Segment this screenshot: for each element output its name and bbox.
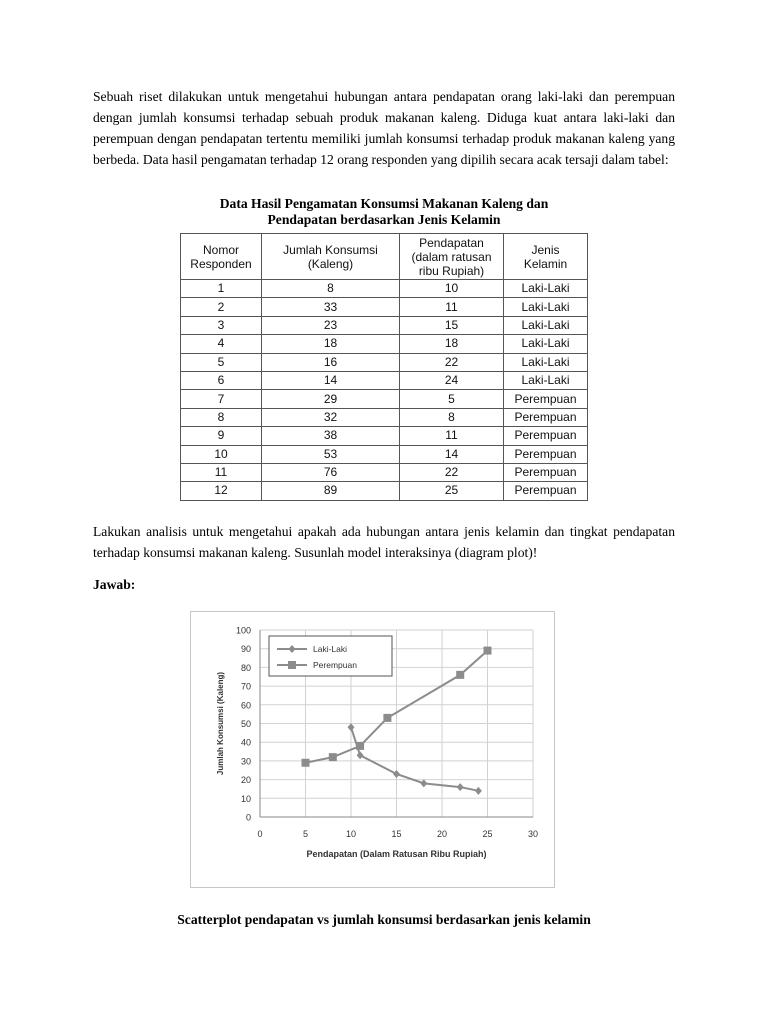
y-tick-label: 10 [240,793,251,804]
data-point-perempuan [456,671,464,679]
table-cell: Perempuan [504,445,588,463]
table-cell: 5 [400,390,504,408]
table-cell: 8 [262,280,400,298]
table-cell: 89 [262,482,400,500]
table-header-row [181,234,588,280]
legend-label: Perempuan [313,660,357,670]
x-tick-label: 10 [345,829,357,839]
table-cell: 5 [181,353,262,371]
y-tick-label: 20 [240,775,251,786]
y-axis-label: Jumlah Konsumsi (Kaleng) [216,671,225,776]
table-cell: 22 [400,463,504,481]
x-tick-label: 5 [302,829,309,839]
table-cell: Laki-Laki [504,316,588,334]
table-header-line: (dalam ratusan [411,249,492,264]
x-tick-label: 0 [257,829,263,839]
table-row [181,408,588,426]
table-body [181,280,588,501]
table-cell: 10 [181,445,262,463]
data-point-perempuan [383,714,391,722]
table-cell: 9 [181,427,262,445]
data-point-laki-laki [357,751,364,759]
table-header-line: (Kaleng) [307,256,354,271]
table-header-cell [262,234,400,280]
y-tick-label: 80 [240,662,251,673]
table-cell: Perempuan [504,390,588,408]
table-cell: 8 [400,408,504,426]
table-cell: Laki-Laki [504,298,588,316]
table-cell: 11 [181,463,262,481]
table-row [181,463,588,481]
table-cell: Laki-Laki [504,280,588,298]
data-point-laki-laki [420,779,427,787]
table-cell: 1 [181,280,262,298]
chart-frame [190,611,555,888]
x-tick-label: 20 [436,829,448,839]
table-cell: 14 [262,371,400,389]
table-row [181,371,588,389]
y-tick-label: 90 [240,644,251,655]
table-cell: 53 [262,445,400,463]
table-cell: 38 [262,427,400,445]
legend-marker [288,661,296,669]
table-cell: 76 [262,463,400,481]
data-point-laki-laki [475,787,482,795]
table-header-line: Jumlah Konsumsi [283,242,378,257]
data-point-perempuan [302,759,310,767]
table-cell: Perempuan [504,463,588,481]
table-cell: 8 [181,408,262,426]
data-point-laki-laki [393,770,400,778]
table-row [181,335,588,353]
data-table [180,233,588,501]
table-cell: 18 [262,335,400,353]
table-cell: 2 [181,298,262,316]
table-cell: Perempuan [504,408,588,426]
table-header-cell [400,234,504,280]
answer-label: Jawab: [93,577,136,592]
table-cell: 12 [181,482,262,500]
y-tick-label: 70 [240,681,251,692]
table-cell: 33 [262,298,400,316]
y-tick-label: 100 [235,625,251,636]
table-cell: 18 [400,335,504,353]
table-cell: Laki-Laki [504,371,588,389]
table-header-line: Responden [190,256,252,271]
y-tick-label: 0 [245,812,251,823]
table-title-line-1: Data Hasil Pengamatan Konsumsi Makanan Kaleng dan [219,196,549,211]
table-row [181,445,588,463]
table-row [181,427,588,445]
instruction-paragraph: Lakukan analisis untuk mengetahui apakah ada hubungan antara jenis kelamin dan tingkat pendapatan terhadap konsumsi makanan kaleng. Susunlah model interaksinya (diagram plot)! [93,524,675,560]
table-cell: Laki-Laki [504,353,588,371]
table-title [93,196,675,228]
scatter-chart [191,612,554,887]
y-tick-label: 30 [240,756,251,767]
data-point-laki-laki [457,783,464,791]
table-row [181,298,588,316]
table-header-line: Nomor [202,242,239,257]
x-tick-label: 15 [391,829,402,839]
legend-label: Laki-Laki [313,644,348,654]
table-cell: Laki-Laki [504,335,588,353]
table-cell: 11 [400,427,504,445]
table-cell: 14 [400,445,504,463]
data-point-perempuan [329,753,337,761]
table-header-line: ribu Rupiah) [418,263,485,278]
table-cell: 25 [400,482,504,500]
table-cell: 7 [181,390,262,408]
table-title-line-2: Pendapatan berdasarkan Jenis Kelamin [267,212,501,227]
table-cell: Perempuan [504,427,588,445]
table-cell: 16 [262,353,400,371]
table-row [181,353,588,371]
table-row [181,280,588,298]
table-cell: 4 [181,335,262,353]
table-cell: 3 [181,316,262,334]
table-cell: Perempuan [504,482,588,500]
table-header-line: Jenis [531,242,560,257]
table-cell: 29 [262,390,400,408]
y-tick-label: 60 [240,700,251,711]
table-header-line: Kelamin [523,256,568,271]
table-cell: 11 [400,298,504,316]
x-tick-label: 25 [482,829,493,839]
x-tick-label: 30 [527,829,539,839]
legend-box [269,636,392,676]
table-cell: 23 [262,316,400,334]
table-header-cell [504,234,588,280]
table-cell: 15 [400,316,504,334]
table-cell: 32 [262,408,400,426]
table-header-line: Pendapatan [419,235,484,250]
x-axis-label: Pendapatan (Dalam Ratusan Ribu Rupiah) [306,849,487,859]
table-cell: 24 [400,371,504,389]
table-cell: 6 [181,371,262,389]
y-tick-label: 50 [240,719,251,729]
table-cell: 22 [400,353,504,371]
table-header-cell [181,234,262,280]
intro-paragraph: Sebuah riset dilakukan untuk mengetahui hubungan antara pendapatan orang laki-laki dan perempuan dengan jumlah konsumsi terhadap sebuah produk makanan kaleng. Diduga kuat antara laki-laki dan perempuan dengan pendapatan tertentu memiliki jumlah konsumsi terhadap produk makanan kaleng yang berbeda. Data hasil pengamatan terhadap 12 orang responden yang dipilih secara acak tersaji dalam tabel: [93,89,675,167]
table-row [181,316,588,334]
table-row [181,482,588,500]
table-row [181,390,588,408]
data-point-perempuan [484,647,492,655]
y-tick-label: 40 [240,737,251,748]
data-point-laki-laki [348,723,355,731]
table-cell: 10 [400,280,504,298]
figure-caption: Scatterplot pendapatan vs jumlah konsumsi berdasarkan jenis kelamin [177,912,591,927]
data-point-perempuan [356,742,364,750]
